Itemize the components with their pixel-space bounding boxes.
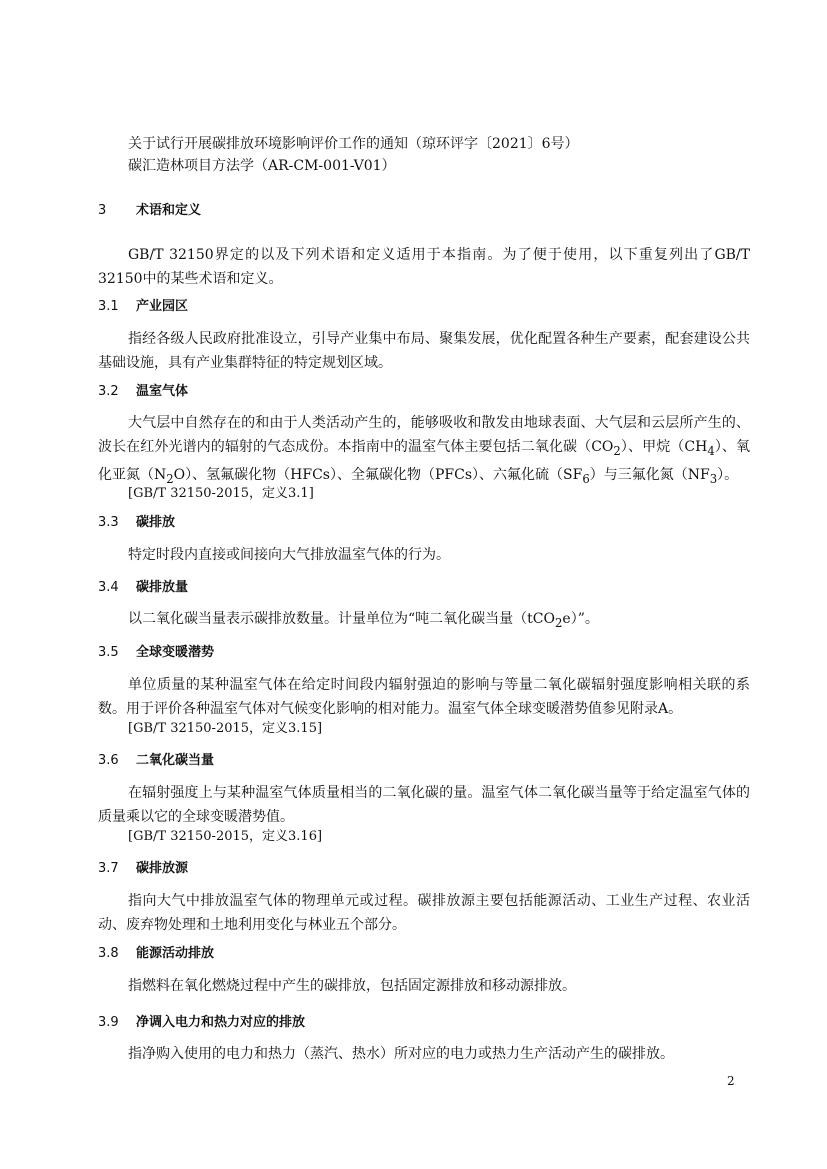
section-number: 3.5 <box>98 645 119 660</box>
section-number: 3.1 <box>98 299 119 314</box>
section-heading <box>98 645 214 661</box>
section-heading <box>98 515 175 531</box>
paragraph: 单位质量的某种温室气体在给定时间段内辐射强迫的影响与等量二氧化碳辐射强度影响相关联的系数。用于评价各种温室气体对气候变化影响的相对能力。温室气体全球变暖潜势值参见附录A。 <box>98 677 750 717</box>
reference-line: 关于试行开展碳排放环境影响评价工作的通知（琼环评字〔2021〕6号） <box>128 136 579 152</box>
section-number: 3.7 <box>98 861 119 876</box>
section-heading <box>98 384 188 400</box>
section-title: 术语和定义 <box>136 203 202 218</box>
paragraph: GB/T 32150界定的以及下列术语和定义适用于本指南。为了便于使用，以下重复列出了GB/T 32150中的某些术语和定义。 <box>98 247 750 287</box>
citation: [GB/T 32150-2015，定义3.15] <box>128 721 323 736</box>
paragraph: 在辐射强度上与某种温室气体质量相当的二氧化碳的量。温室气体二氧化碳当量等于给定温室气体的质量乘以它的全球变暖潜势值。 <box>98 785 750 825</box>
section-title: 净调入电力和热力对应的排放 <box>136 1015 306 1030</box>
reference-line: 碳汇造林项目方法学（AR-CM-001-V01） <box>128 158 396 174</box>
section-number: 3.4 <box>98 580 119 595</box>
section-heading <box>98 580 188 596</box>
section-heading <box>98 861 188 877</box>
paragraph: 指净购入使用的电力和热力（蒸汽、热水）所对应的电力或热力生产活动产生的碳排放。 <box>128 1046 674 1062</box>
section-title: 碳排放源 <box>136 861 189 876</box>
section-heading <box>98 203 201 219</box>
section-heading <box>98 299 188 315</box>
section-title: 二氧化碳当量 <box>136 753 215 768</box>
section-number: 3.3 <box>98 515 119 530</box>
section-title: 全球变暖潜势 <box>136 645 215 660</box>
section-heading <box>98 1015 305 1031</box>
paragraph: 大气层中自然存在的和由于人类活动产生的，能够吸收和散发由地球表面、大气层和云层所产生的、波长在红外光谱内的辐射的气态成份。本指南中的温室气体主要包括二氧化碳$(CO_2)$、甲烷$(CH_4)$、氧化亚氮$(N_2O)$、氢氟碳化物（HFCs）、全氟碳化物（PFCs）、六氟化硫$(SF_6)$与三氟化氮$(NF_3)$。 <box>98 415 751 486</box>
section-heading <box>98 946 214 962</box>
section-heading <box>98 753 214 769</box>
paragraph: 指经各级人民政府批准设立，引导产业集中布局、聚集发展，优化配置各种生产要素，配套建设公共基础设施，具有产业集群特征的特定规划区域。 <box>98 331 750 371</box>
citation: [GB/T 32150-2015，定义3.16] <box>128 829 323 844</box>
section-title: 碳排放 <box>136 515 176 530</box>
citation: [GB/T 32150-2015，定义3.1] <box>128 486 314 501</box>
paragraph: 指燃料在氧化燃烧过程中产生的碳排放，包括固定源排放和移动源排放。 <box>128 978 576 994</box>
section-number: 3.6 <box>98 753 119 768</box>
section-number: 3.9 <box>98 1015 119 1030</box>
paragraph: 特定时段内直接或间接向大气排放温室气体的行为。 <box>128 547 450 563</box>
section-title: 碳排放量 <box>136 580 189 595</box>
paragraph: 指向大气中排放温室气体的物理单元或过程。碳排放源主要包括能源活动、工业生产过程、农业活动、废弃物处理和土地利用变化与林业五个部分。 <box>98 893 750 933</box>
section-number: 3 <box>98 203 107 218</box>
section-number: 3.2 <box>98 384 119 399</box>
section-title: 温室气体 <box>136 384 189 399</box>
page-number: 2 <box>727 1074 735 1088</box>
section-number: 3.8 <box>98 946 119 961</box>
section-title: 产业园区 <box>136 299 189 314</box>
paragraph: 以二氧化碳当量表示碳排放数量。计量单位为“吨二氧化碳当量（tCO$_2$e）”。 <box>128 611 599 630</box>
section-title: 能源活动排放 <box>136 946 215 961</box>
